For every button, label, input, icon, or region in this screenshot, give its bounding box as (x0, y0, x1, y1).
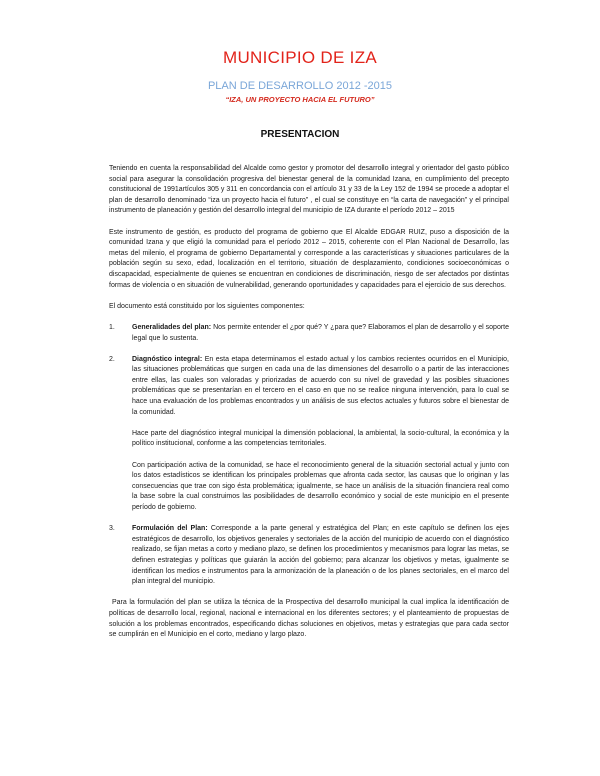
components-intro: El documento está constituido por los siguientes componentes: (109, 302, 305, 310)
plan-slogan: “IZA, UN PROYECTO HACIA EL FUTURO” (225, 95, 375, 104)
list-item (109, 524, 509, 588)
list-item-body (132, 524, 509, 588)
list-item-extra: Hace parte del diagnóstico integral municipal la dimensión poblacional, la ambiental, la socio-cultural, la económica y la político institucional, conforme a las competencias territoriales. (132, 429, 509, 448)
intro-paragraph: Teniendo en cuenta la responsabilidad del Alcalde como gestor y promotor del desarrollo integral y orientador del gasto público social para asegurar la consolidación progresiva del bienestar general de la comunidad Izana, en cumplimiento del precepto constitucional de 1991artículos 305 y 311 en concordancia con el artículo 31 y 33 de la Ley 152 de 1994 se procede a adoptar el plan de desarrollo denominado “iza un proyecto hacia el futuro” , el cual se constituye en “la carta de navegación” y el principal instrumento de planeación y gestión del desarrollo integral del municipio de IZA durante el período 2012 – 2015 (109, 165, 509, 215)
instrument-paragraph: Este instrumento de gestión, es producto del programa de gobierno que El Alcalde EDGAR RUIZ, puso a disposición de la comunidad Izana y que eligió la comunidad para el período 2012 – 2015, coherente con el Plan Nacional de Desarrollo, las metas del milenio, el programa de gobierno Departamental y corresponde a las características y situaciones particulares de la población según su sexo, edad, localización en el territorio, situación de desplazamiento, condiciones socioeconómicas o discapacidad, especialmente de quienes se encuentran en condiciones de discriminación, riesgo de ser afectados por distintas formas de violencia o en situación de vulnerabilidad, generando oportunidades y capacidades para el ejercicio de sus derechos. (109, 228, 509, 289)
list-item-text: Corresponde a la parte general y estratégica del Plan; en este capítulo se definen los ejes estratégicos de desarrollo, los objetivos generales y sectoriales de la acción del municipio de acuerdo con el diagnóstico realizado, se fijan metas a corto y mediano plazo, se definen los procedimientos y mecanismos para lograr las metas, se definen estrategias y políticas que guiarán la acción del gobierno; para alcanzar los objetivos y metas, igualmente se identifican los medios e instrumentos para la armonización de la planeación o de los planes sectoriales, en el marco del plan integral del municipio. (132, 525, 509, 586)
municipality-title: MUNICIPIO DE IZA (222, 48, 378, 67)
list-item (109, 355, 509, 514)
list-item-title: Formulación del Plan: (132, 525, 208, 533)
list-item-number: 3. (109, 525, 115, 533)
list-item-body (132, 355, 509, 514)
list-item (109, 323, 509, 344)
list-item-body (132, 323, 509, 344)
list-item-number: 1. (109, 323, 115, 331)
plan-subtitle: PLAN DE DESARROLLO 2012 -2015 (207, 80, 393, 92)
section-title: PRESENTACION (260, 129, 340, 140)
list-item-extra: Con participación activa de la comunidad, se hace el reconocimiento general de la situación sectorial actual y junto con los datos estadísticos se identifican los principales problemas que afronta cada sector, las causas que lo originan y las consecuencias que trae con sigo ésta problemática; igualmente, se hace un análisis de la situación financiera real como la base sobre la cual construimos las posibilidades de desarrollo económico y social de este municipio en el presente período de gobierno. (132, 461, 509, 511)
list-item-text: Nos permite entender el ¿por qué? Y ¿para que? Elaboramos el plan de desarrollo y el soporte legal que lo sustenta. (132, 323, 510, 342)
document-body (109, 164, 509, 641)
list-item-number: 2. (109, 355, 115, 363)
closing-paragraph: Para la formulación del plan se utiliza la técnica de la Prospectiva del desarrollo municipal la cual implica la identificación de políticas de desarrollo local, regional, nacional e internacional en los diferentes sectores; y el planteamiento de propuestas de solución a los problemas encontrados, especificando dichas soluciones en objetivos, metas y estrategias que para cada sector se cumplirán en el Municipio en el corto, mediano y largo plazo. (109, 599, 509, 639)
list-item-text: En esta etapa determinamos el estado actual y los cambios recientes ocurridos en el Municipio, las situaciones problemáticas que surgen en cada una de las dimensiones del desarrollo o a partir de las interacciones entre ellas, las cuales son valoradas y priorizadas de acuerdo con su nivel de gravedad y las posibles situaciones problemáticas que se presentarían en el tercero en el caso en que no se realice ninguna intervención, para lo cual se hace una evaluación de los problemas encontrados y un análisis de sus efectos actuales y futuros sobre el bienestar de la comunidad. (132, 355, 509, 416)
list-item-title: Generalidades del plan: (132, 323, 212, 331)
list-item-title: Diagnóstico integral: (132, 355, 203, 363)
